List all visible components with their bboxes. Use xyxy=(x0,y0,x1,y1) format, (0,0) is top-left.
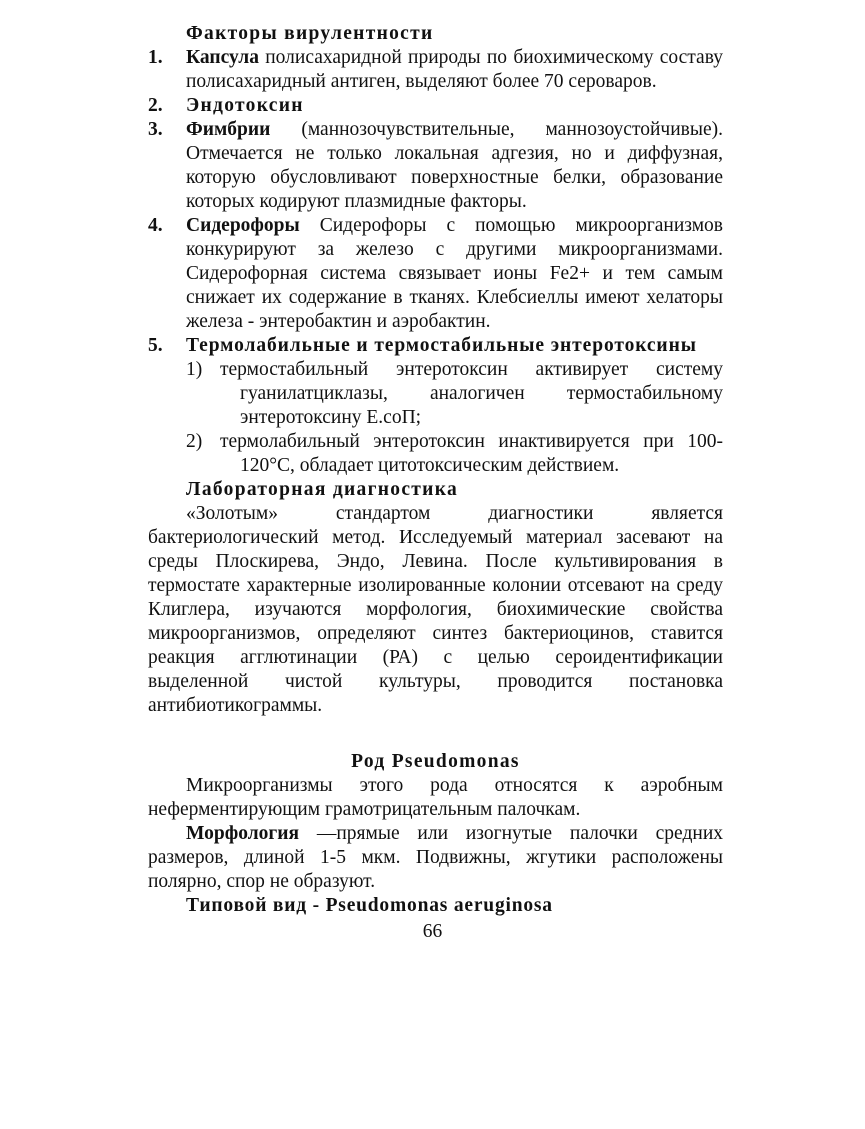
sub-list-item xyxy=(148,358,723,430)
item-term: Сидерофоры xyxy=(186,215,300,236)
item-number: 5. xyxy=(148,335,163,356)
list-item xyxy=(148,214,723,334)
item-number: 2. xyxy=(148,95,163,116)
page-text xyxy=(148,22,723,918)
virulence-heading: Факторы вирулентности xyxy=(186,23,434,44)
sub-item-number: 1) xyxy=(186,359,203,380)
section-title: Род Pseudomonas xyxy=(351,751,520,772)
section-gap xyxy=(148,718,723,750)
morphology-paragraph xyxy=(148,822,723,894)
item-term: Эндотоксин xyxy=(186,95,304,116)
list-item xyxy=(148,46,723,94)
page-number: 66 xyxy=(422,921,443,942)
sub-item-text: термостабильный энтеротоксин активирует систему гуанилатциклазы, аналогичен термостабильному энтеротоксину E.coП; xyxy=(220,359,723,428)
item-term: Термолабильные и термостабильные энтеротоксины xyxy=(186,335,697,356)
item-text: Сидерофоры с помощью микроорганизмов конкурируют за железо с другими микроорганизмами. Сидерофорная система связывает ионы Fe2+ и тем самым снижает их содержание в тканях. Клебсиеллы имеют хелаторы железа - энтеробактин и аэробактин. xyxy=(186,215,723,332)
list-item xyxy=(148,94,723,118)
sub-item-text: термолабильный энтеротоксин инактивируется при 100-120°С, обладает цитотоксическим действием. xyxy=(220,431,723,476)
lab-paragraph: «Золотым» стандартом диагностики является бактериологический метод. Исследуемый материал засевают на среды Плоскирева, Эндо, Левина. После культивирования в термостате характерные изолированные колонии отсевают на среду Клиглера, изучаются морфология, биохимические свойства микроорганизмов, определяют синтез бактериоцинов, ставится реакция агглютинации (РА) с целью сероидентификации выделенной чистой культуры, проводится постановка антибиотикограммы. xyxy=(148,503,723,716)
item-term: Фимбрии xyxy=(186,119,271,140)
morphology-text: —прямые или изогнутые палочки средних размеров, длиной 1-5 мкм. Подвижны, жгутики расположены полярно, спор не образуют. xyxy=(148,823,723,892)
lab-heading: Лабораторная диагностика xyxy=(186,479,458,500)
sub-list-item xyxy=(148,430,723,478)
item-text: (маннозочувствительные, маннозоустойчивые). Отмечается не только локальная адгезия, но и диффузная, которую обусловливают поверхностные белки, образование которых кодируют плазмидные факторы. xyxy=(186,119,723,212)
item-number: 4. xyxy=(148,215,163,236)
item-number: 1. xyxy=(148,47,163,68)
morphology-term: Морфология xyxy=(186,823,300,844)
item-number: 3. xyxy=(148,119,163,140)
list-item xyxy=(148,334,723,358)
list-item xyxy=(148,118,723,214)
intro-paragraph: Микроорганизмы этого рода относятся к аэробным неферментирующим грамотрицательным палочкам. xyxy=(148,775,723,820)
item-term: Капсула xyxy=(186,47,259,68)
sub-item-number: 2) xyxy=(186,431,203,452)
type-species: Типовой вид - Pseudomonas aeruginosa xyxy=(186,895,553,916)
item-text: полисахаридной природы по биохимическому составу полисахаридный антиген, выделяют более 70 сероваров. xyxy=(186,47,723,92)
